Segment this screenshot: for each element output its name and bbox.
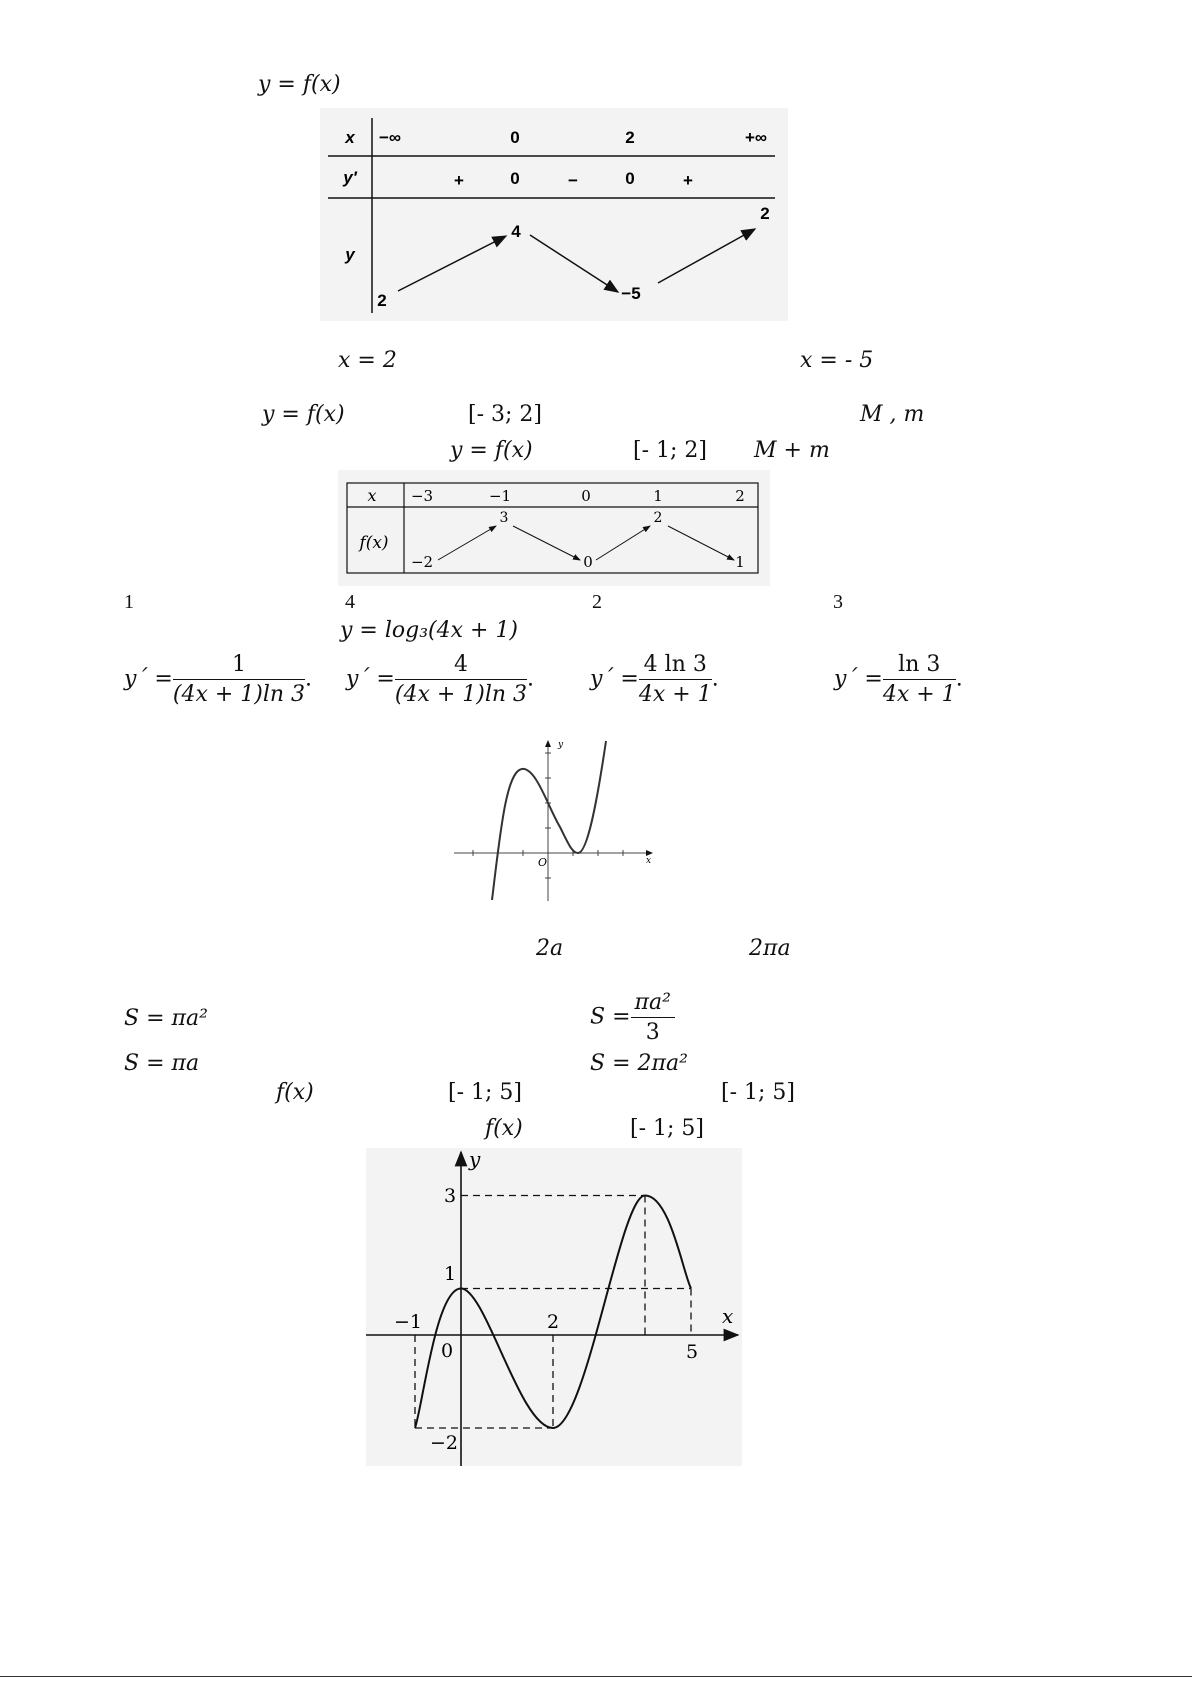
page-bottom-rule: [0, 1676, 1192, 1677]
answer-b: 4: [345, 591, 355, 613]
table1-x-3: +∞: [744, 128, 768, 147]
table1-x-label: x: [345, 128, 355, 147]
table1-arrow-1: [398, 236, 506, 291]
deriv-option-b: y´ = $\frac{4}{(4x + 1)\ln 3}$ .: [346, 652, 535, 707]
line4-interval: [- 1; 2]: [633, 438, 707, 463]
function-label: y = f(x): [258, 72, 341, 97]
table1-y-2: −5: [621, 284, 641, 303]
table2-x-3: 1: [653, 487, 663, 505]
line3-function: y = f(x): [262, 402, 345, 427]
line7-i1: [- 1; 5]: [448, 1080, 522, 1105]
graph1-origin: O: [538, 856, 548, 869]
graph2-tick-y1: 1: [444, 1263, 457, 1285]
graph1-ylabel: y: [558, 740, 564, 750]
table2-f-0: −2: [410, 553, 434, 571]
answer-a: 1: [124, 591, 134, 613]
line8-i: [- 1; 5]: [630, 1116, 704, 1141]
graph1-curve: [492, 741, 606, 900]
area-option-d: S = 2πa²: [590, 1051, 688, 1076]
table2-f-1: 3: [499, 510, 509, 526]
cubic-graph: [448, 735, 662, 905]
table1-x-0: −∞: [378, 128, 402, 147]
graph2-ylabel: y: [469, 1148, 481, 1171]
area-option-b: S = $\frac{\text{πa²}}{3}$: [590, 990, 675, 1045]
table2-x-0: −3: [410, 487, 434, 505]
function-table: [338, 470, 770, 586]
table2-x-4: 2: [735, 487, 745, 505]
deriv-option-a: y´ = $\frac{1}{(4x + 1)\ln 3}$ .: [124, 652, 313, 707]
answer-d: 3: [833, 591, 843, 613]
line7-i2: [- 1; 5]: [721, 1080, 795, 1105]
cubic-graph-svg: [448, 735, 662, 905]
table1-yp-label: y′: [343, 168, 357, 187]
table2-f-label: f(x): [359, 533, 389, 553]
log-function: y = log₃(4x + 1): [340, 618, 519, 643]
graph2-tick-xneg1: −1: [394, 1311, 423, 1333]
line7-f: f(x): [276, 1080, 314, 1105]
line3-interval: [- 3; 2]: [468, 402, 542, 427]
line2-right: x = - 5: [800, 348, 874, 373]
function-graph: [366, 1148, 742, 1466]
table1-y-label: y: [345, 245, 355, 264]
line4-function: y = f(x): [450, 438, 533, 463]
table1-x-2: 2: [625, 128, 635, 147]
table2-f-4: 1: [735, 553, 745, 571]
table1-y-0: 2: [377, 291, 387, 310]
line3-mm: M , m: [860, 402, 925, 427]
answer-c: 2: [592, 591, 602, 613]
line4-sum: M + m: [754, 438, 830, 463]
graph2-tick-x2: 2: [547, 1311, 560, 1333]
variation-table-svg: [320, 108, 788, 321]
table2-x-2: 0: [581, 487, 591, 505]
variation-table: [320, 108, 788, 321]
line2-left: x = 2: [338, 348, 397, 373]
area-option-c: S = πa: [124, 1051, 200, 1076]
line6-b: 2πa: [749, 936, 791, 961]
function-graph-svg: [366, 1148, 742, 1466]
table1-yp-4: +: [683, 171, 693, 190]
line8-f: f(x): [485, 1116, 523, 1141]
line6-a: 2a: [536, 936, 564, 961]
table1-yp-0: +: [454, 171, 464, 190]
table1-y-1: 4: [511, 222, 521, 241]
table1-arrow-3: [658, 229, 755, 283]
table1-y-3: 2: [760, 204, 770, 223]
graph2-xlabel: x: [722, 1304, 734, 1328]
table2-f-2: 0: [583, 553, 593, 571]
deriv-option-d: y´ = $\frac{\ln 3}{4x + 1}$ .: [834, 652, 963, 707]
table1-arrow-2: [530, 235, 618, 292]
table2-x-1: −1: [488, 487, 512, 505]
graph1-xlabel: x: [646, 856, 652, 866]
table1-yp-2: −: [568, 171, 578, 190]
table1-x-1: 0: [510, 128, 520, 147]
table1-yp-3: 0: [625, 169, 635, 188]
graph2-tick-x0: 0: [441, 1340, 454, 1362]
table2-x-label: x: [367, 486, 377, 505]
graph2-tick-x5: 5: [686, 1341, 699, 1363]
graph2-tick-y3: 3: [444, 1185, 457, 1207]
table2-f-3: 2: [653, 510, 663, 526]
graph2-tick-yneg2: −2: [430, 1432, 459, 1454]
function-table-svg: [338, 470, 770, 586]
deriv-option-c: y´ = $\frac{4 \ln 3}{4x + 1}$ .: [590, 652, 719, 707]
area-option-a: S = πa²: [124, 1006, 208, 1031]
table1-yp-1: 0: [510, 169, 520, 188]
